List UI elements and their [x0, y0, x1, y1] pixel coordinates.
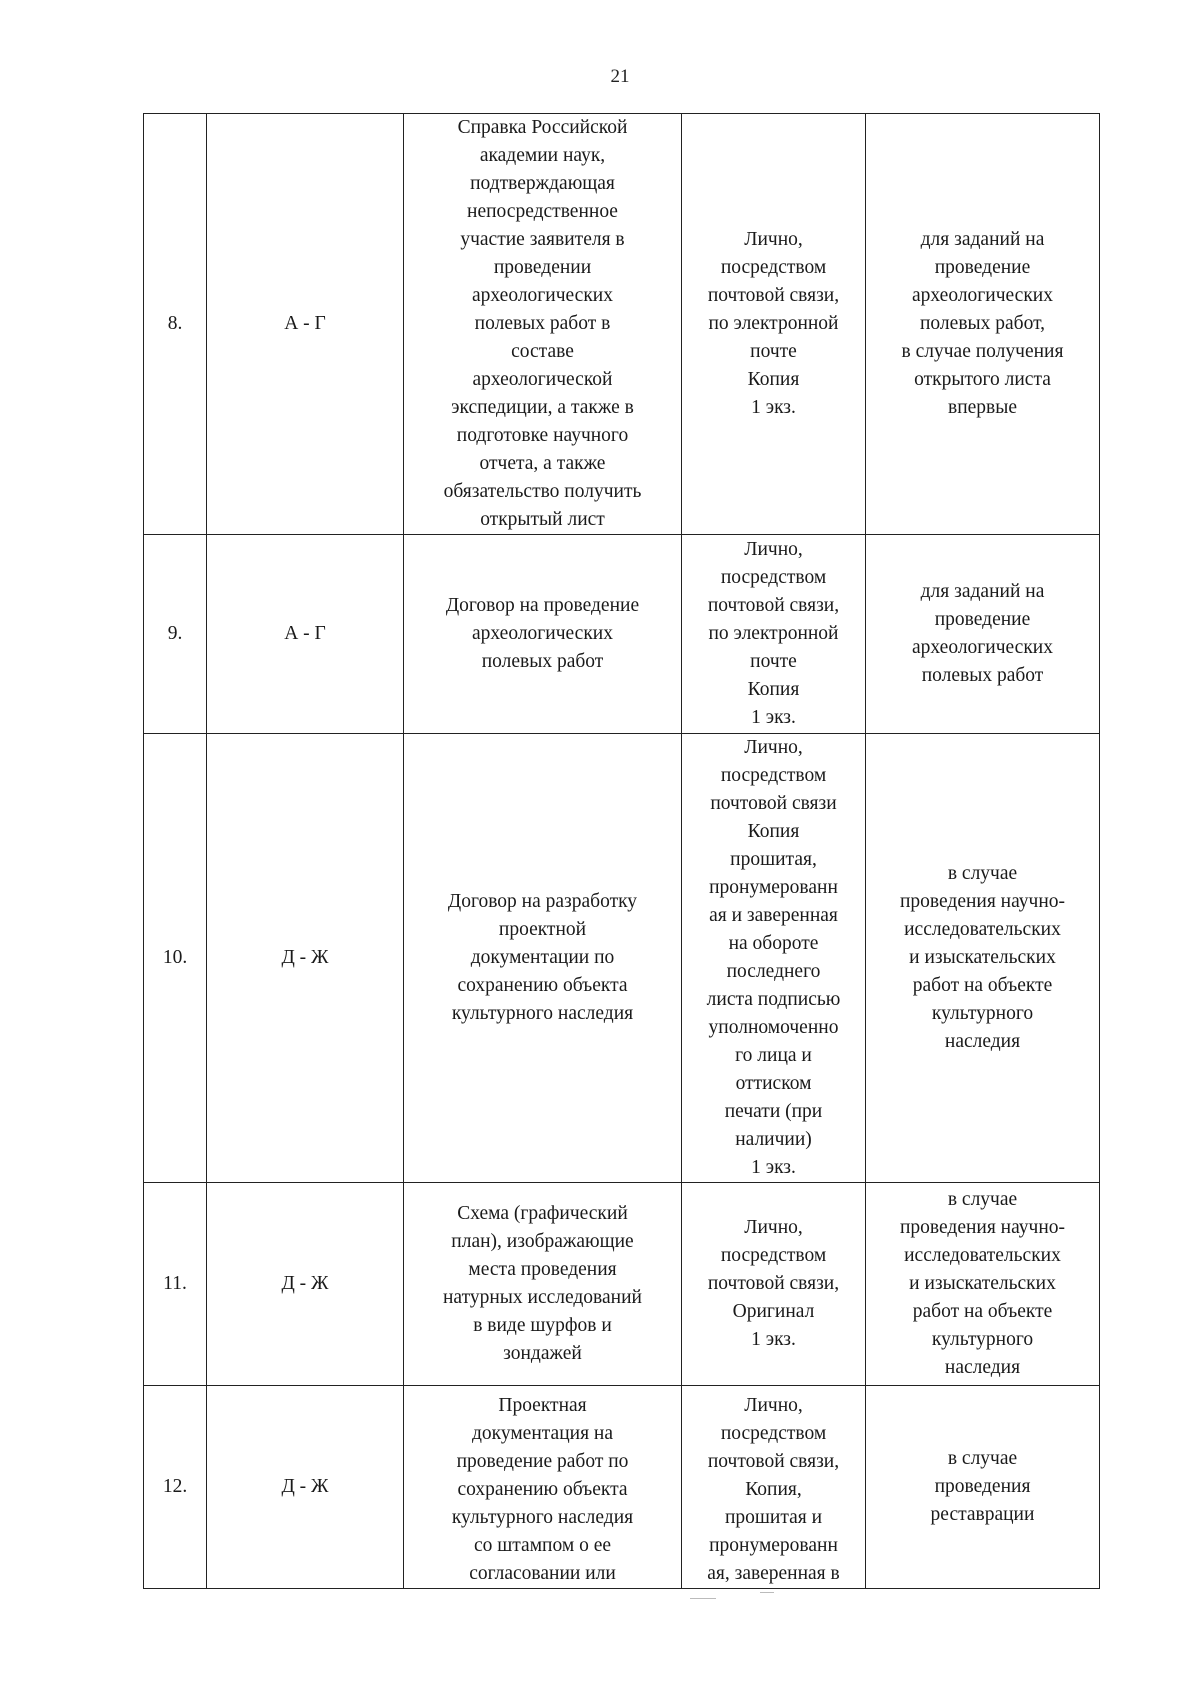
document-name-text: Схема (графический план), изображающие места проведения натурных исследований в виде шурфов и зондажей — [443, 1203, 642, 1364]
submission-method-text: Лично, посредством почтовой связи, по электронной почте Копия 1 экз. — [707, 539, 840, 728]
row-number-cell: 9. — [144, 535, 207, 734]
documents-table — [143, 113, 1100, 1589]
document-name-text: Справка Российской академии наук, подтверждающая непосредственное участие заявителя в проведении археологических полевых работ в составе археологической экспедиции, а также в подготовке научного отчета, а также обязательство получить открытый лист — [443, 117, 642, 530]
submission-method-cell — [682, 114, 866, 535]
document-name-text: Проектная документация на проведение работ по сохранению объекта культурного наследия со штампом о ее согласовании или — [451, 1395, 634, 1584]
submission-method-cell — [682, 734, 866, 1183]
row-number-cell: 12. — [144, 1386, 207, 1589]
note-cell — [866, 114, 1100, 535]
note-text: в случае проведения научно- исследовательских и изыскательских работ на объекте культурного наследия — [899, 863, 1066, 1052]
document-name-cell — [404, 1183, 682, 1386]
scan-speck — [690, 1598, 716, 1599]
category-cell: Д - Ж — [207, 1183, 404, 1386]
note-cell — [866, 1183, 1100, 1386]
note-text: в случае проведения научно- исследовательских и изыскательских работ на объекте культурного наследия — [899, 1189, 1066, 1378]
scan-speck — [760, 1592, 774, 1593]
submission-method-text: Лично, посредством почтовой связи, по электронной почте Копия 1 экз. — [707, 229, 840, 418]
note-text: для заданий на проведение археологических полевых работ — [912, 581, 1053, 686]
category-cell: Д - Ж — [207, 1386, 404, 1589]
submission-method-cell — [682, 1183, 866, 1386]
category-cell: А - Г — [207, 535, 404, 734]
submission-method-text: Лично, посредством почтовой связи, Оригинал 1 экз. — [707, 1217, 840, 1350]
page-number: 21 — [610, 66, 630, 87]
document-name-text: Договор на разработку проектной документации по сохранению объекта культурного наследия — [447, 891, 638, 1024]
row-number-cell: 8. — [144, 114, 207, 535]
category-cell: А - Г — [207, 114, 404, 535]
row-number-cell: 11. — [144, 1183, 207, 1386]
document-name-cell — [404, 734, 682, 1183]
submission-method-cell — [682, 535, 866, 734]
note-cell — [866, 535, 1100, 734]
table-row — [144, 1386, 1100, 1589]
table-row — [144, 734, 1100, 1183]
document-name-cell — [404, 114, 682, 535]
table-row — [144, 1183, 1100, 1386]
row-number-cell: 10. — [144, 734, 207, 1183]
note-cell — [866, 1386, 1100, 1589]
note-text: для заданий на проведение археологических полевых работ, в случае получения открытого листа впервые — [901, 229, 1064, 418]
note-cell — [866, 734, 1100, 1183]
category-cell: Д - Ж — [207, 734, 404, 1183]
submission-method-text: Лично, посредством почтовой связи, Копия, прошитая и пронумерованн ая, заверенная в — [707, 1395, 840, 1584]
document-name-text: Договор на проведение археологических полевых работ — [445, 595, 640, 672]
table-row — [144, 535, 1100, 734]
document-name-cell — [404, 535, 682, 734]
document-name-cell — [404, 1386, 682, 1589]
submission-method-text: Лично, посредством почтовой связи Копия прошитая, пронумерованн ая и заверенная на обороте последнего листа подписью уполномоченно го лица и оттиском печати (при наличии) 1 экз. — [706, 737, 841, 1178]
table-row — [144, 114, 1100, 535]
note-text: в случае проведения реставрации — [930, 1448, 1035, 1525]
submission-method-cell — [682, 1386, 866, 1589]
